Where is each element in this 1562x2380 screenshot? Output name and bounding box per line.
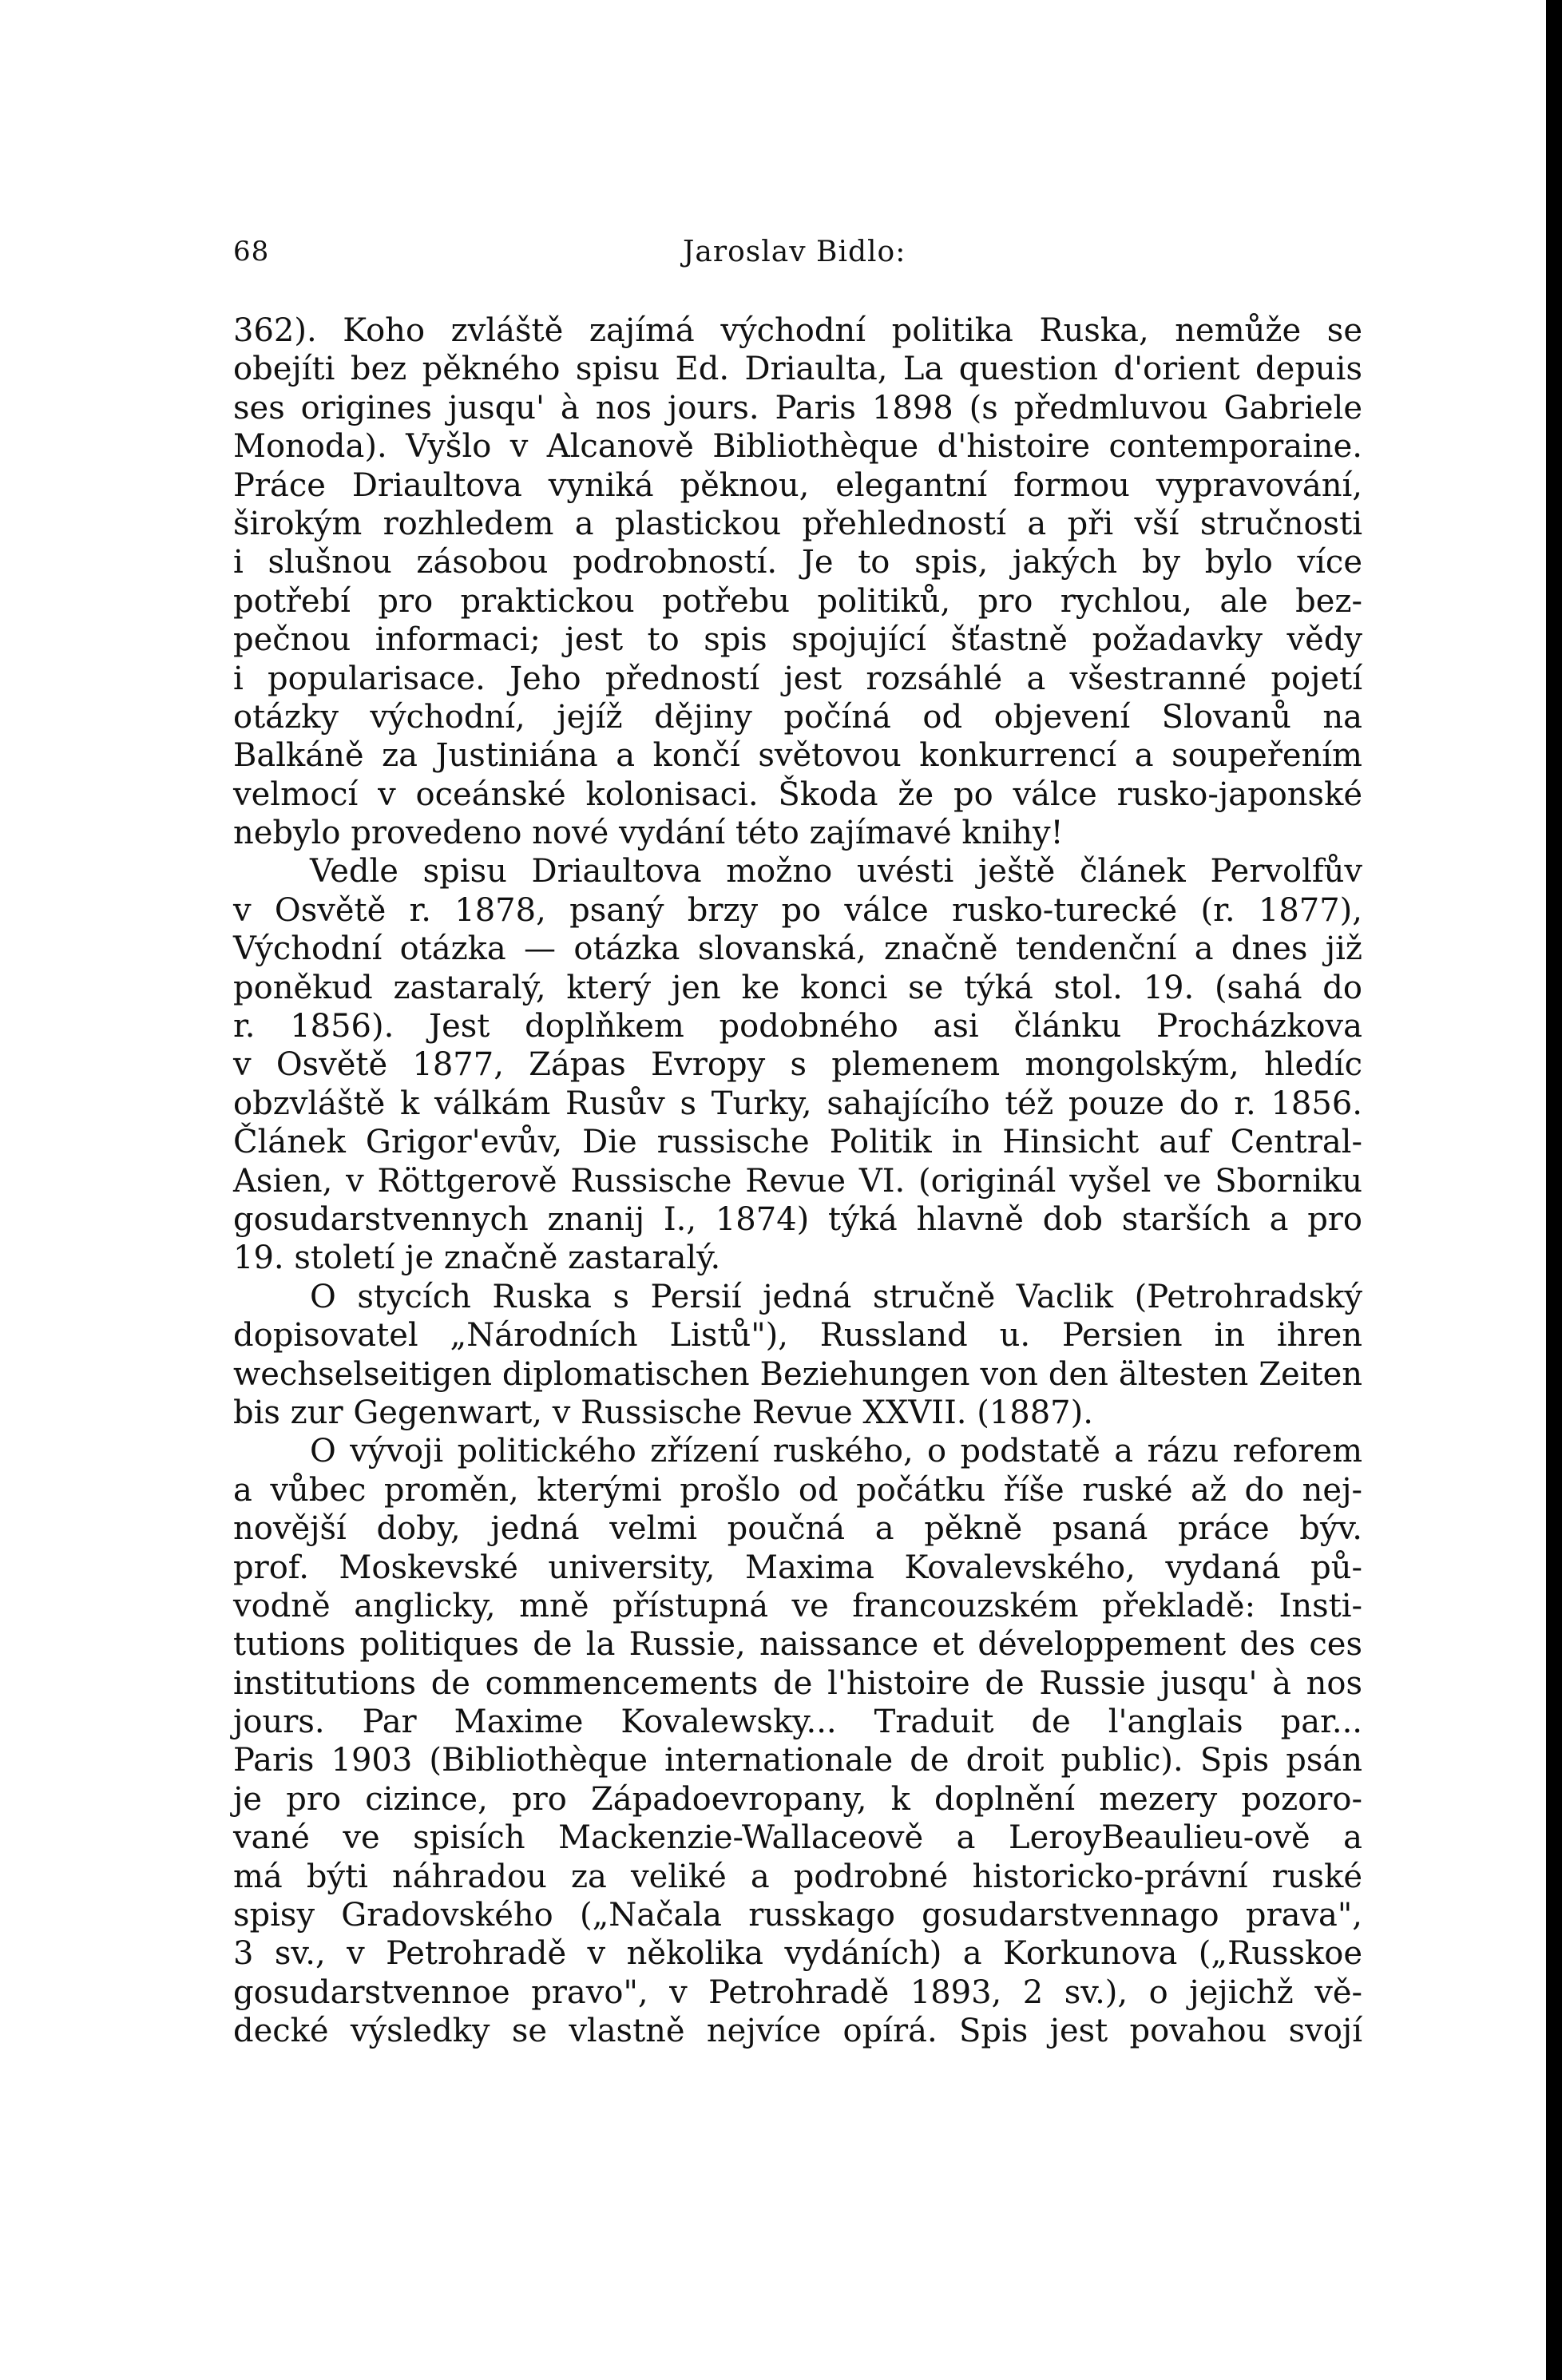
text-line: Balkáně za Justiniána a končí světovou konkurrencí a soupeřením [233, 737, 1362, 775]
text-line: má býti náhradou za veliké a podrobné historicko-právní ruské [233, 1858, 1362, 1895]
text-line: Vedle spisu Driaultova možno uvésti ještě článek Pervolfův [310, 853, 1362, 891]
text-line: v Osvětě r. 1878, psaný brzy po válce rusko-turecké (r. 1877), [233, 891, 1362, 929]
text-line: Paris 1903 (Bibliothèque internationale de droit public). Spis psán [233, 1742, 1362, 1779]
text-line: dopisovatel „Národních Listů"), Russland u. Persien in ihren [233, 1317, 1362, 1355]
text-line: decké výsledky se vlastně nejvíce opírá. Spis jest povahou svojí [233, 2013, 1362, 2050]
text-line: bis zur Gegenwart, v Russische Revue XXVII. (1887). [233, 1394, 1093, 1431]
text-line: O vývoji politického zřízení ruského, o podstatě a rázu reforem [310, 1433, 1362, 1470]
body-text [233, 311, 1362, 2164]
text-line: otázky východní, jejíž dějiny počíná od objevení Slovanů na [233, 698, 1362, 736]
text-line: i slušnou zásobou podrobností. Je to spis, jakých by bylo více [233, 544, 1362, 581]
text-line: novější doby, jedná velmi poučná a pěkně psaná práce býv. [233, 1510, 1362, 1548]
text-line: pečnou informaci; jest to spis spojující šťastně požadavky vědy [233, 621, 1362, 659]
text-line: 19. století je značně zastaralý. [233, 1240, 721, 1277]
text-line: ses origines jusqu' à nos jours. Paris 1898 (s předmluvou Gabriele [233, 389, 1362, 426]
scan-edge [1546, 0, 1562, 2380]
text-line: O stycích Ruska s Persií jedná stručně Vaclik (Petrohradský [310, 1278, 1362, 1315]
text-line: 3 sv., v Petrohradě v několika vydáních) a Korkunova („Russkoe [233, 1935, 1362, 1973]
text-line: Monoda). Vyšlo v Alcanově Bibliothèque d'histoire contemporaine. [233, 428, 1362, 466]
text-line: v Osvětě 1877, Zápas Evropy s plemenem mongolským, hledíc [233, 1046, 1362, 1084]
text-line: vodně anglicky, mně přístupná ve francouzském překladě: Insti- [233, 1587, 1362, 1624]
text-line: jours. Par Maxime Kovalewsky... Traduit de l'anglais par... [233, 1704, 1362, 1741]
text-line: Asien, v Röttgerově Russische Revue VI. (originál vyšel ve Sborniku [233, 1162, 1362, 1200]
text-line: wechselseitigen diplomatischen Beziehungen von den ältesten Zeiten [233, 1355, 1362, 1393]
text-line: institutions de commencements de l'histoire de Russie jusqu' à nos [233, 1664, 1362, 1702]
text-line: tutions politiques de la Russie, naissance et développement des ces [233, 1626, 1362, 1664]
text-line: 362). Koho zvláště zajímá východní politika Ruska, nemůže se [233, 312, 1362, 349]
text-line: poněkud zastaralý, který jen ke konci se týká stol. 19. (sahá do [233, 969, 1362, 1006]
text-line: spisy Gradovského („Načala russkago gosudarstvennago prava", [233, 1897, 1362, 1934]
text-line: r. 1856). Jest doplňkem podobného asi článku Procházkova [233, 1008, 1362, 1045]
text-line: i popularisace. Jeho předností jest rozsáhlé a všestranné pojetí [233, 660, 1362, 697]
text-line: a vůbec proměn, kterými prošlo od počátku říše ruské až do nej- [233, 1471, 1362, 1509]
text-line: potřebí pro praktickou potřebu politiků, pro rychlou, ale bez- [233, 582, 1362, 620]
text-line: prof. Moskevské university, Maxima Kovalevského, vydaná pů- [233, 1549, 1362, 1586]
page-number: 68 [233, 236, 270, 268]
text-line: Práce Driaultova vyniká pěknou, elegantní formou vypravování, [233, 466, 1362, 504]
running-head: Jaroslav Bidlo: [683, 236, 906, 268]
text-line: Článek Grigor'evův, Die russische Politik in Hinsicht auf Central- [233, 1124, 1362, 1161]
text-line: obzvláště k válkám Rusův s Turky, sahajícího též pouze do r. 1856. [233, 1085, 1362, 1122]
text-line: obejíti bez pěkného spisu Ed. Driaulta, La question d'orient depuis [233, 351, 1362, 388]
text-line: širokým rozhledem a plastickou přehledností a při vší stručnosti [233, 505, 1362, 542]
text-line: gosudarstvennych znanij I., 1874) týká hlavně dob starších a pro [233, 1200, 1362, 1238]
text-line: gosudarstvennoe pravo", v Petrohradě 1893, 2 sv.), o jejichž vě- [233, 1973, 1362, 2011]
text-line: vané ve spisích Mackenzie-Wallaceově a LeroyBeaulieu-ově a [233, 1819, 1362, 1857]
page-header [233, 236, 1359, 284]
text-line: Východní otázka — otázka slovanská, značně tendenční a dnes již [233, 930, 1362, 968]
text-line: velmocí v oceánské kolonisaci. Škoda že po válce rusko-japonské [233, 775, 1362, 813]
text-line: je pro cizince, pro Západoevropany, k doplnění mezery pozoro- [233, 1780, 1362, 1818]
text-line: nebylo provedeno nové vydání této zajímavé knihy! [233, 815, 1064, 852]
